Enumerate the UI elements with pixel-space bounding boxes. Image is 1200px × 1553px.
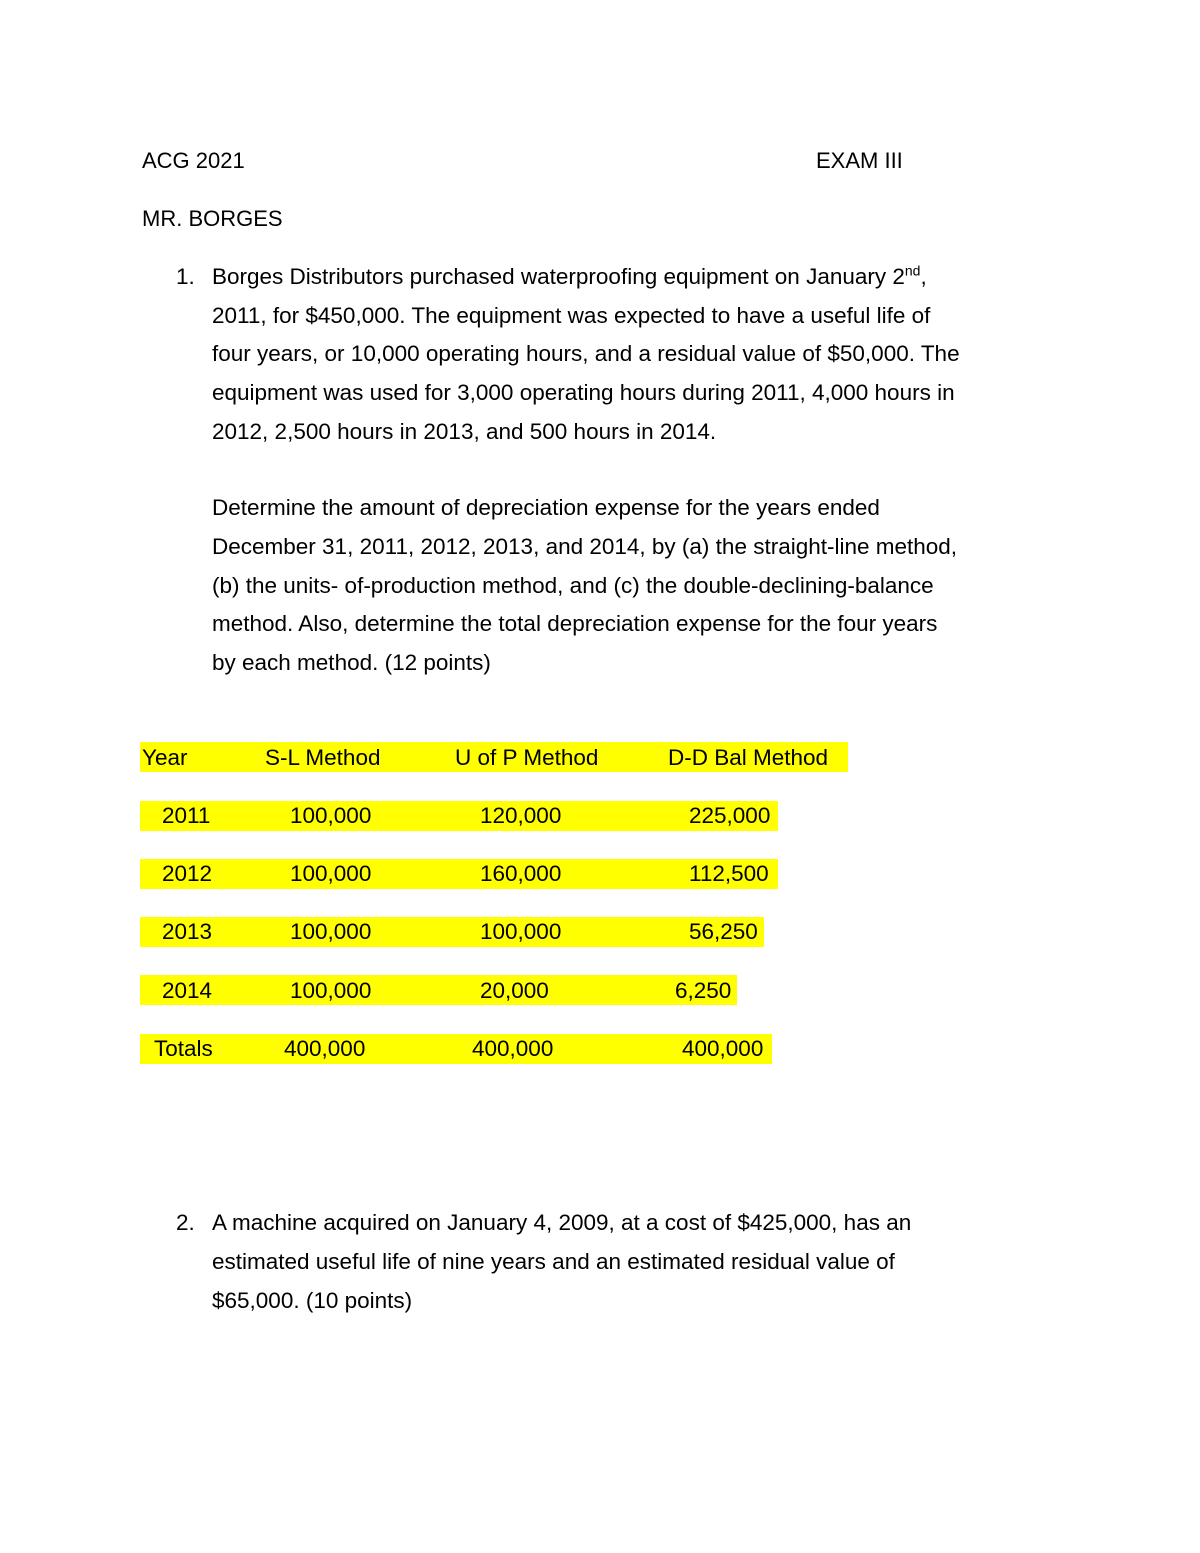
question-1-instruction-3: (b) the units- of-production method, and (c) the double-declining-balance [212,573,934,598]
table-cell-uop: 160,000 [480,861,562,886]
question-1-number: 1. [176,264,195,289]
question-1-instruction-5: by each method. (12 points) [212,650,491,675]
table-cell-sl: 100,000 [290,803,372,828]
question-2-number: 2. [176,1210,195,1235]
question-2-line-2: estimated useful life of nine years and an estimated residual value of [212,1249,895,1274]
table-cell-uop: 100,000 [480,919,562,944]
highlight-row-2011 [140,801,778,831]
table-cell-year: 2011 [162,803,211,828]
table-header-year: Year [142,745,188,770]
question-1-instruction-1: Determine the amount of depreciation expense for the years ended [212,495,880,520]
table-cell-uop: 120,000 [480,803,562,828]
table-header-uop: U of P Method [455,745,599,770]
exam-title: EXAM III [816,148,903,173]
table-cell-sl: 400,000 [284,1036,366,1061]
table-cell-ddb: 112,500 [689,861,769,886]
table-cell-sl: 100,000 [290,919,372,944]
table-cell-ddb: 400,000 [682,1036,764,1061]
table-cell-uop: 400,000 [472,1036,554,1061]
question-2-line-3: $65,000. (10 points) [212,1288,413,1313]
question-1-line-1: Borges Distributors purchased waterproofing equipment on January 2nd, [212,262,927,289]
table-cell-ddb: 6,250 [675,978,732,1003]
table-cell-year: 2014 [162,978,213,1003]
question-1-line-5: 2012, 2,500 hours in 2013, and 500 hours in 2014. [212,419,717,444]
question-1-line-4: equipment was used for 3,000 operating hours during 2011, 4,000 hours in [212,380,955,405]
highlight-row-2013 [140,917,764,947]
course-code: ACG 2021 [142,148,245,173]
question-2-line-1: A machine acquired on January 4, 2009, at a cost of $425,000, has an [212,1210,912,1235]
highlight-row-2012 [140,859,778,889]
question-1-line-3: four years, or 10,000 operating hours, and a residual value of $50,000. The [212,341,960,366]
table-cell-totals-label: Totals [154,1036,213,1061]
highlight-row-totals [140,1034,772,1064]
table-cell-year: 2013 [162,919,213,944]
question-1-instruction-2: December 31, 2011, 2012, 2013, and 2014, by (a) the straight-line method, [212,534,958,559]
highlight-row-2014 [140,975,737,1005]
question-1-instruction-4: method. Also, determine the total depreciation expense for the four years [212,611,938,636]
table-header-ddb: D-D Bal Method [668,745,829,770]
table-cell-year: 2012 [162,861,213,886]
table-cell-uop: 20,000 [480,978,549,1003]
table-cell-ddb: 56,250 [689,919,758,944]
question-1-line-2: 2011, for $450,000. The equipment was expected to have a useful life of [212,303,931,328]
instructor-name: MR. BORGES [142,206,283,231]
table-header-sl: S-L Method [265,745,381,770]
table-cell-sl: 100,000 [290,861,372,886]
table-cell-ddb: 225,000 [689,803,771,828]
table-cell-sl: 100,000 [290,978,372,1003]
